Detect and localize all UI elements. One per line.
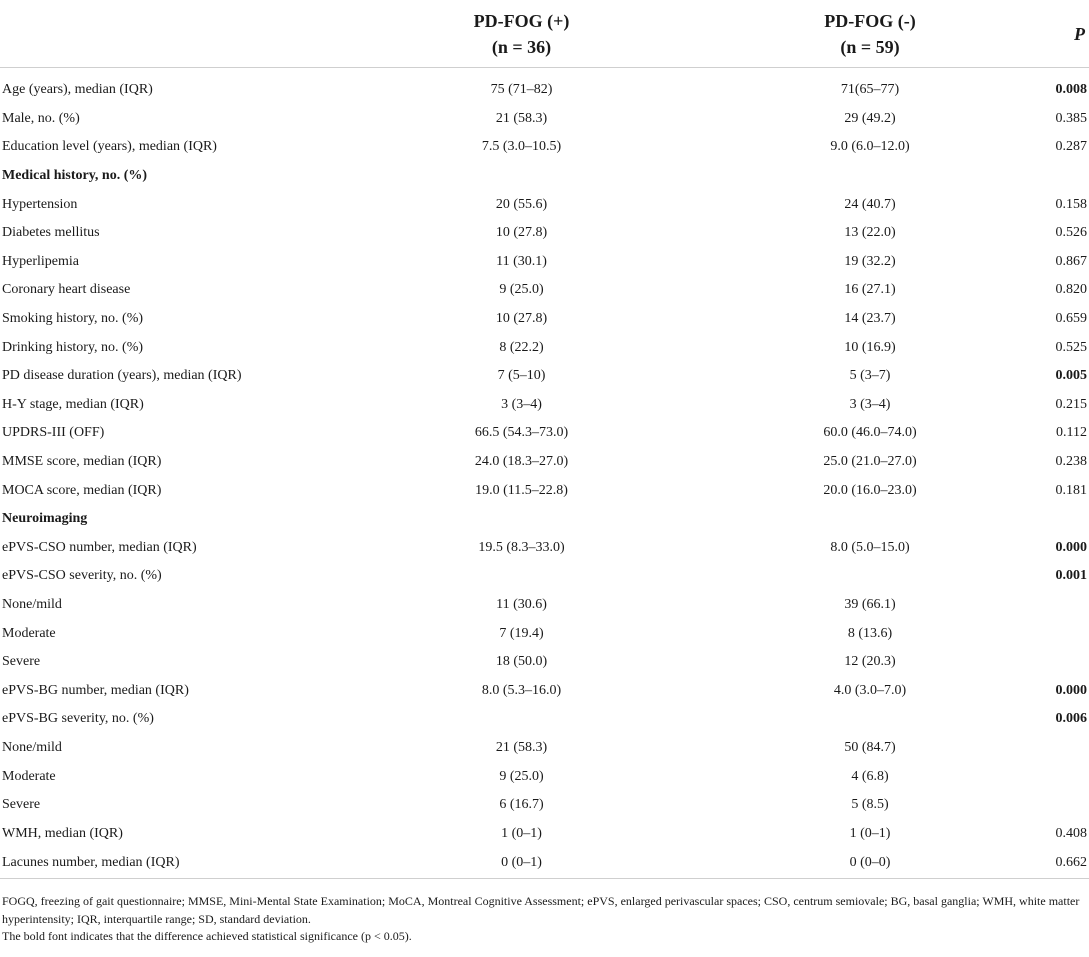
table-row <box>0 762 1089 791</box>
section-row <box>0 505 1089 534</box>
row-label: MMSE score, median (IQR) <box>2 454 162 470</box>
cell-pd-fog-positive: 11 (30.6) <box>496 596 547 612</box>
table-row <box>0 819 1089 848</box>
row-label: Smoking history, no. (%) <box>2 311 144 327</box>
row-label: Medical history, no. (%) <box>2 168 148 184</box>
cell-p-value: 0.181 <box>1055 482 1087 498</box>
cell-pd-fog-positive: 19.0 (11.5–22.8) <box>475 482 568 498</box>
table-row <box>0 190 1089 219</box>
table-row <box>0 276 1089 305</box>
cell-pd-fog-positive: 21 (58.3) <box>495 110 548 126</box>
footnote-abbreviations: FOGQ, freezing of gait questionnaire; MMSE, Mini-Mental State Examination; MoCA, Montreal Cognitive Assessment; ePVS, enlarged perivascular spaces; CSO, centrum semiovale; BG, basal ganglia; WMH, white matter hyperintensity; IQR, interquartile range; SD, standard deviation. <box>2 894 1080 926</box>
header-pd-fog-positive-n: (n = 36) <box>491 36 552 57</box>
table-row <box>0 68 1089 105</box>
cell-pd-fog-negative <box>678 705 1008 734</box>
row-label: Drinking history, no. (%) <box>2 339 144 355</box>
cell-pd-fog-negative: 60.0 (46.0–74.0) <box>823 425 917 441</box>
row-label: None/mild <box>2 739 62 755</box>
header-pd-fog-negative-title: PD-FOG (-) <box>824 10 916 31</box>
cell-pd-fog-positive: 75 (71–82) <box>490 82 553 98</box>
cell-pd-fog-positive: 21 (58.3) <box>495 739 548 755</box>
cell-p-value: 0.385 <box>1055 110 1087 126</box>
table-row <box>0 448 1089 477</box>
table-row <box>0 791 1089 820</box>
cell-pd-fog-negative: 71(65–77) <box>840 82 900 98</box>
cell-pd-fog-negative: 8 (13.6) <box>847 625 893 641</box>
table-row <box>0 248 1089 277</box>
table-header <box>0 0 1089 68</box>
cell-pd-fog-negative <box>678 162 1008 191</box>
cell-pd-fog-positive: 7 (19.4) <box>499 625 544 641</box>
table-row <box>0 219 1089 248</box>
table-row <box>0 305 1089 334</box>
table-row <box>0 419 1089 448</box>
row-label: Moderate <box>2 768 56 784</box>
cell-p-value: 0.526 <box>1055 225 1087 241</box>
row-label: PD disease duration (years), median (IQR) <box>2 368 242 384</box>
row-label: Age (years), median (IQR) <box>2 82 153 98</box>
cell-p-value: 0.287 <box>1055 139 1087 155</box>
cell-pd-fog-negative: 9.0 (6.0–12.0) <box>830 139 910 155</box>
cell-pd-fog-positive: 8.0 (5.3–16.0) <box>481 682 562 698</box>
table-row <box>0 333 1089 362</box>
table-row <box>0 133 1089 162</box>
row-label: Education level (years), median (IQR) <box>2 139 217 155</box>
row-label: ePVS-CSO number, median (IQR) <box>2 539 197 555</box>
cell-pd-fog-negative: 25.0 (21.0–27.0) <box>823 454 917 470</box>
row-label: Lacunes number, median (IQR) <box>0 848 353 879</box>
cell-p-value: 0.820 <box>1055 282 1087 298</box>
cell-p-value: 0.215 <box>1055 396 1087 412</box>
table-row <box>0 591 1089 620</box>
row-label: Hyperlipemia <box>2 253 79 269</box>
cell-pd-fog-negative <box>678 562 1008 591</box>
header-pd-fog-positive-title: PD-FOG (+) <box>473 10 570 31</box>
cell-pd-fog-negative: 5 (3–7) <box>849 368 891 384</box>
table-row <box>0 362 1089 391</box>
cell-pd-fog-positive: 19.5 (8.3–33.0) <box>478 539 565 555</box>
cell-pd-fog-negative <box>678 505 1008 534</box>
table-row <box>0 619 1089 648</box>
cell-pd-fog-negative: 29 (49.2) <box>844 110 896 126</box>
cell-pd-fog-positive: 24.0 (18.3–27.0) <box>474 454 569 470</box>
cell-p-value: 0.000 <box>1055 539 1087 555</box>
table-row <box>0 476 1089 505</box>
cell-pd-fog-positive: 9 (25.0) <box>499 282 544 298</box>
table-row <box>0 391 1089 420</box>
header-pd-fog-negative <box>678 0 1008 68</box>
cell-pd-fog-negative: 4.0 (3.0–7.0) <box>833 682 907 698</box>
table-row <box>0 648 1089 677</box>
row-label: ePVS-BG number, median (IQR) <box>2 682 189 698</box>
row-label: ePVS-CSO severity, no. (%) <box>2 568 162 584</box>
cell-pd-fog-negative: 24 (40.7) <box>844 196 896 212</box>
cell-pd-fog-positive <box>353 562 678 591</box>
cell-pd-fog-positive: 8 (22.2) <box>499 339 544 355</box>
cell-p-value: 0.659 <box>1055 311 1087 327</box>
header-blank <box>0 0 353 68</box>
cell-p-value <box>1008 762 1089 791</box>
cell-p-value <box>1008 791 1089 820</box>
cell-pd-fog-positive <box>353 162 678 191</box>
cell-pd-fog-positive: 10 (27.8) <box>495 311 548 327</box>
table-row <box>0 848 1089 879</box>
cell-pd-fog-negative: 1 (0–1) <box>849 825 891 841</box>
row-label: WMH, median (IQR) <box>2 825 123 841</box>
cell-pd-fog-negative: 3 (3–4) <box>849 396 891 412</box>
cell-p-value: 0.006 <box>1055 711 1087 727</box>
cell-pd-fog-negative: 8.0 (5.0–15.0) <box>830 539 910 555</box>
table-body <box>0 68 1089 879</box>
cell-pd-fog-negative: 20.0 (16.0–23.0) <box>823 482 917 498</box>
cell-pd-fog-positive: 7 (5–10) <box>497 368 546 384</box>
header-pd-fog-positive <box>353 0 678 68</box>
cell-p-value <box>1008 648 1089 677</box>
cell-p-value: 0.158 <box>1055 196 1087 212</box>
row-label: UPDRS-III (OFF) <box>2 425 105 441</box>
row-label: Neuroimaging <box>2 511 88 527</box>
cell-pd-fog-negative: 12 (20.3) <box>844 654 896 670</box>
cell-pd-fog-positive <box>353 705 678 734</box>
row-label: Hypertension <box>2 196 78 212</box>
cell-pd-fog-negative: 13 (22.0) <box>844 225 896 241</box>
cell-p-value <box>1008 619 1089 648</box>
cell-pd-fog-positive: 9 (25.0) <box>499 768 544 784</box>
table-footnote <box>2 893 1082 946</box>
table-row <box>0 105 1089 134</box>
cell-pd-fog-negative: 5 (8.5) <box>851 797 889 813</box>
cell-p-value <box>1008 734 1089 763</box>
cell-pd-fog-positive: 66.5 (54.3–73.0) <box>474 425 569 441</box>
cell-p-value <box>1008 162 1089 191</box>
cell-p-value: 0.867 <box>1055 253 1087 269</box>
cell-p-value <box>1008 505 1089 534</box>
cell-p-value: 0.001 <box>1055 568 1087 584</box>
cell-pd-fog-positive <box>353 505 678 534</box>
cell-pd-fog-positive: 6 (16.7) <box>499 797 544 813</box>
row-label: Moderate <box>2 625 56 641</box>
row-label: None/mild <box>2 596 62 612</box>
cell-pd-fog-negative: 0 (0–0) <box>678 848 1008 879</box>
cell-pd-fog-positive: 11 (30.1) <box>496 253 547 269</box>
cell-p-value: 0.662 <box>1008 848 1089 879</box>
cell-p-value: 0.112 <box>1056 425 1087 441</box>
row-label: Severe <box>2 797 41 813</box>
cell-pd-fog-positive: 20 (55.6) <box>495 196 548 212</box>
cell-p-value: 0.005 <box>1055 368 1087 384</box>
cell-pd-fog-negative: 50 (84.7) <box>844 739 896 755</box>
row-label: ePVS-BG severity, no. (%) <box>2 711 154 727</box>
header-pd-fog-negative-n: (n = 59) <box>840 36 900 57</box>
table-row <box>0 676 1089 705</box>
row-label: Male, no. (%) <box>2 110 80 126</box>
row-label: MOCA score, median (IQR) <box>2 482 162 498</box>
cell-pd-fog-negative: 39 (66.1) <box>844 596 896 612</box>
row-label: H-Y stage, median (IQR) <box>2 396 144 412</box>
cell-pd-fog-negative: 4 (6.8) <box>851 768 889 784</box>
footnote-significance: The bold font indicates that the difference achieved statistical significance (p < 0.05). <box>2 929 412 943</box>
cell-pd-fog-positive: 1 (0–1) <box>501 825 542 841</box>
cell-p-value: 0.525 <box>1055 339 1087 355</box>
table-row <box>0 734 1089 763</box>
header-p-value: P <box>1008 0 1089 68</box>
cell-p-value: 0.238 <box>1055 454 1087 470</box>
section-row <box>0 162 1089 191</box>
cell-pd-fog-positive: 7.5 (3.0–10.5) <box>481 139 562 155</box>
cell-p-value: 0.408 <box>1055 825 1087 841</box>
cell-p-value <box>1008 591 1089 620</box>
cell-pd-fog-negative: 19 (32.2) <box>844 253 896 269</box>
table-row <box>0 534 1089 563</box>
cell-pd-fog-negative: 10 (16.9) <box>844 339 896 355</box>
table-row <box>0 562 1089 591</box>
cell-pd-fog-positive: 10 (27.8) <box>495 225 548 241</box>
table-row <box>0 705 1089 734</box>
row-label: Diabetes mellitus <box>2 225 100 241</box>
cell-pd-fog-positive: 0 (0–1) <box>353 848 678 879</box>
cell-pd-fog-negative: 16 (27.1) <box>844 282 896 298</box>
row-label: Coronary heart disease <box>2 282 131 298</box>
cell-pd-fog-positive: 3 (3–4) <box>501 396 542 412</box>
row-label: Severe <box>2 654 41 670</box>
cell-p-value: 0.000 <box>1055 682 1087 698</box>
cell-pd-fog-negative: 14 (23.7) <box>844 311 896 327</box>
cell-p-value: 0.008 <box>1055 82 1087 98</box>
cell-pd-fog-positive: 18 (50.0) <box>495 654 548 670</box>
